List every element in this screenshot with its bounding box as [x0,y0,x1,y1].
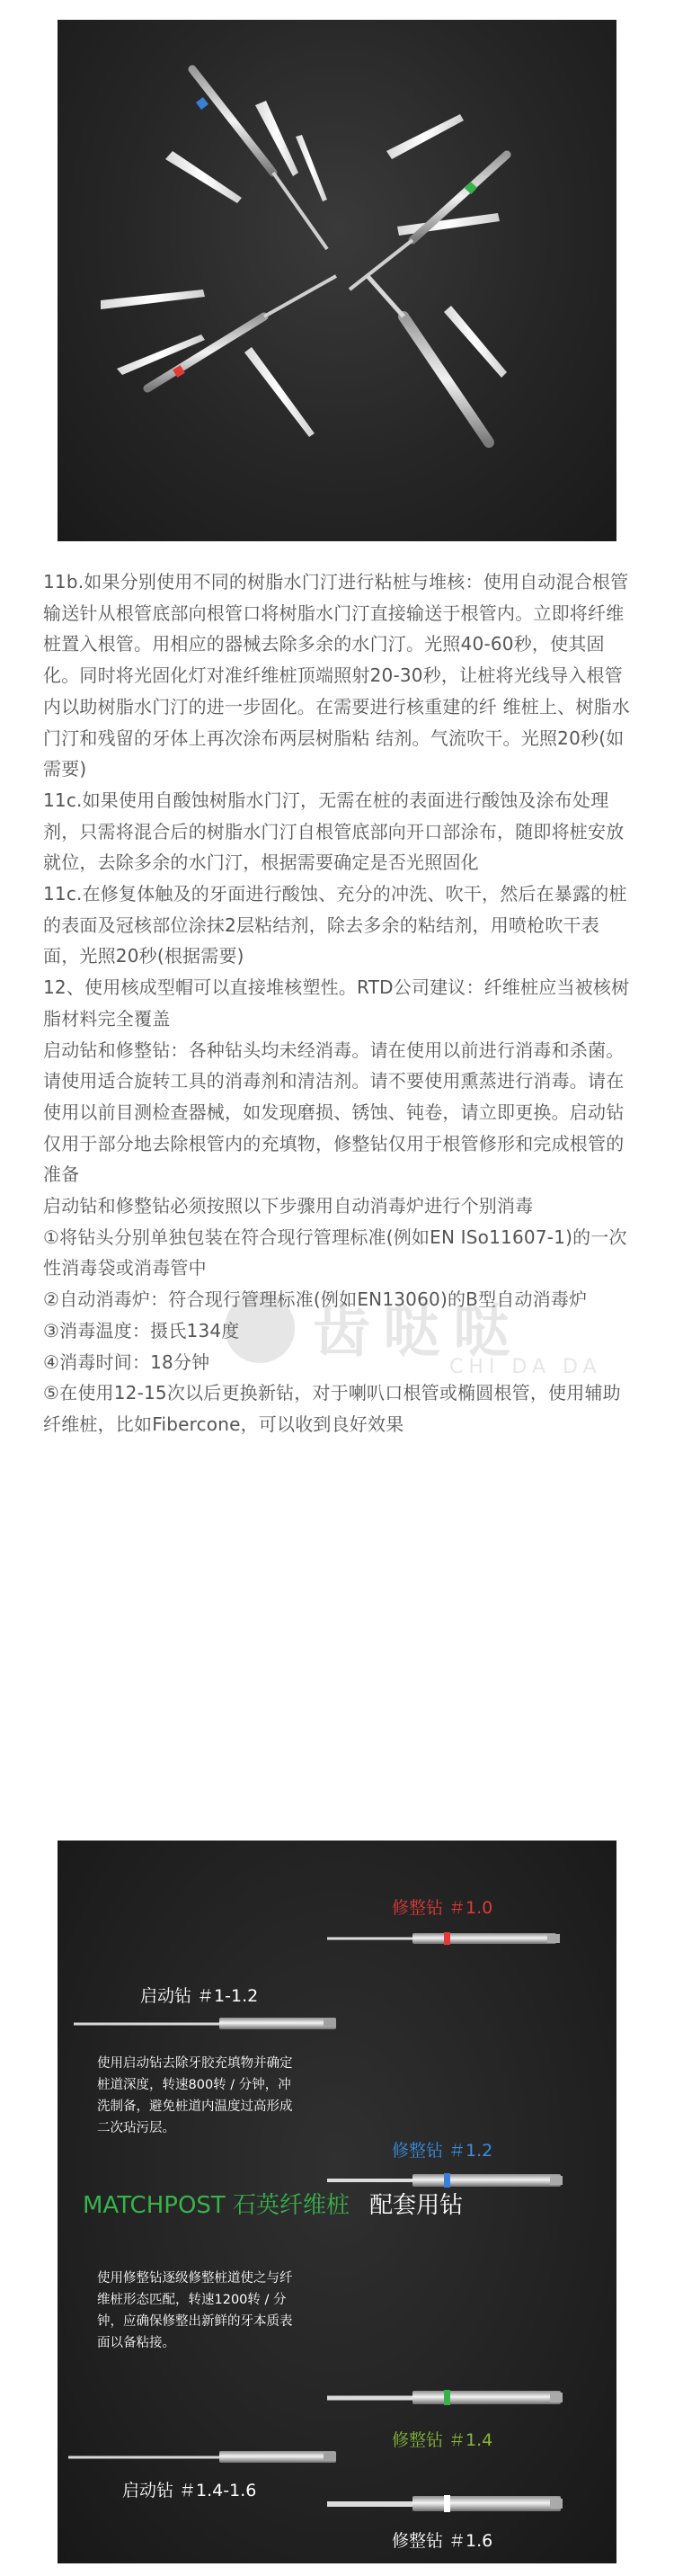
reamer-description: 使用修整钻逐级修整桩道使之与纤维桩形态匹配，转速1200转 / 分钟，应确保修整出新鲜的牙本质表面以备粘接。 [97,2271,293,2350]
drills-panel [58,1841,616,2563]
paragraph-step-5: ⑤在使用12-15次以后更换新钻，对于喇叭口根管或椭圆根管，使用辅助纤维桩，比如Fibercone，可以收到良好效果 [43,1382,621,1435]
starter-description: 使用启动钻去除牙胶充填物并确定桩道深度，转速800转 / 分钟，冲洗制备，避免桩道内温度过高形成二次玷污层。 [97,2056,293,2135]
instructions-text [43,566,642,1440]
fiber-posts-and-drills-illustration [58,20,616,541]
reamer-1-2-drill [327,2173,563,2188]
label-starter-1-1-2: 启动钻 ＃1-1.2 [140,1986,259,2006]
paragraph-step-2: ②自动消毒炉：符合现行管理标准(例如EN13060)的B型自动消毒炉 [43,1288,588,1311]
label-starter-1-4-1-6: 启动钻 ＃1.4-1.6 [122,2481,257,2500]
matchpost-name: MATCHPOST 石英纤维桩 [83,2192,350,2219]
watermark-title: 齿哒哒 [313,1299,523,1366]
matchpost-heading [83,2187,463,2220]
product-photo [58,20,616,541]
matchpost-suffix: 配套用钻 [369,2192,464,2219]
starter-1-4-1-6-drill [68,2451,336,2463]
label-reamer-1-0: 修整钻 ＃1.0 [392,1898,493,1918]
paragraph-step-1: ①将钻头分别单独包装在符合现行管理标准(例如EN ISo11607-1)的一次性消毒袋或消毒管中 [43,1226,627,1279]
paragraph-11c-a: 11c.如果使用自酸蚀树脂水门汀，无需在桩的表面进行酸蚀及涂布处理剂，只需将混合后的树脂水门汀自根管底部向开口部涂布，随即将桩安放就位，去除多余的水门汀，根据需要确定是否光照固化 [43,789,625,874]
paragraph-step-3: ③消毒温度：摄氏134度 [43,1319,240,1341]
label-reamer-1-4: 修整钻 ＃1.4 [392,2430,493,2450]
label-reamer-1-2: 修整钻 ＃1.2 [392,2141,493,2161]
reamer-1-6-drill [327,2495,563,2512]
starter-1-1-2-drill [74,2018,336,2029]
paragraph-step-4: ④消毒时间：18分钟 [43,1350,210,1373]
paragraph-12: 12、使用核成型帽可以直接堆核塑性。RTD公司建议：纤维桩应当被核树脂材料完全覆盖 [43,976,630,1030]
paragraph-sterilize-intro: 启动钻和修整钻必须按照以下步骤用自动消毒炉进行个别消毒 [43,1195,534,1217]
label-reamer-1-6: 修整钻 ＃1.6 [392,2531,493,2551]
paragraph-11b: 11b.如果分别使用不同的树脂水门汀进行粘桩与堆核：使用自动混合根管输送针从根管底部向根管口将树脂水门汀直接输送于根管内。立即将纤维桩置入根管。用相应的器械去除多余的水门汀。光照40-60秒，使其固化。同时将光固化灯对准纤维桩顶端照射20-30秒，让桩将光线导入根管 内以助树脂水门汀的进一步固化。在需要进行核重建的纤 维桩上、树脂水门汀和残留的牙体上再次涂布两层树脂粘 结剂。气流吹干。光照20秒(如需要) [43,571,642,780]
paragraph-drills: 启动钻和修整钻：各种钻头均未经消毒。请在使用以前进行消毒和杀菌。请使用适合旋转工具的消毒剂和清洁剂。请不要使用熏蒸进行消毒。请在使用以前目测检查器械，如发现磨损、锈蚀、钝卷，请立即更换。启动钻仅用于部分地去除根管内的充填物，修整钻仅用于根管修形和完成根管的准备 [43,1038,625,1186]
watermark-subtitle: CHI DA DA [449,1356,602,1378]
reamer-1-0-drill [327,1932,560,1945]
paragraph-11c-b: 11c.在修复体触及的牙面进行酸蚀、充分的冲洗、吹干，然后在暴露的桩的表面及冠核部位涂抹2层粘结剂，除去多余的粘结剂，用喷枪吹干表面，光照20秒(根据需要) [43,883,627,967]
reamer-1-4-drill [327,2390,563,2405]
